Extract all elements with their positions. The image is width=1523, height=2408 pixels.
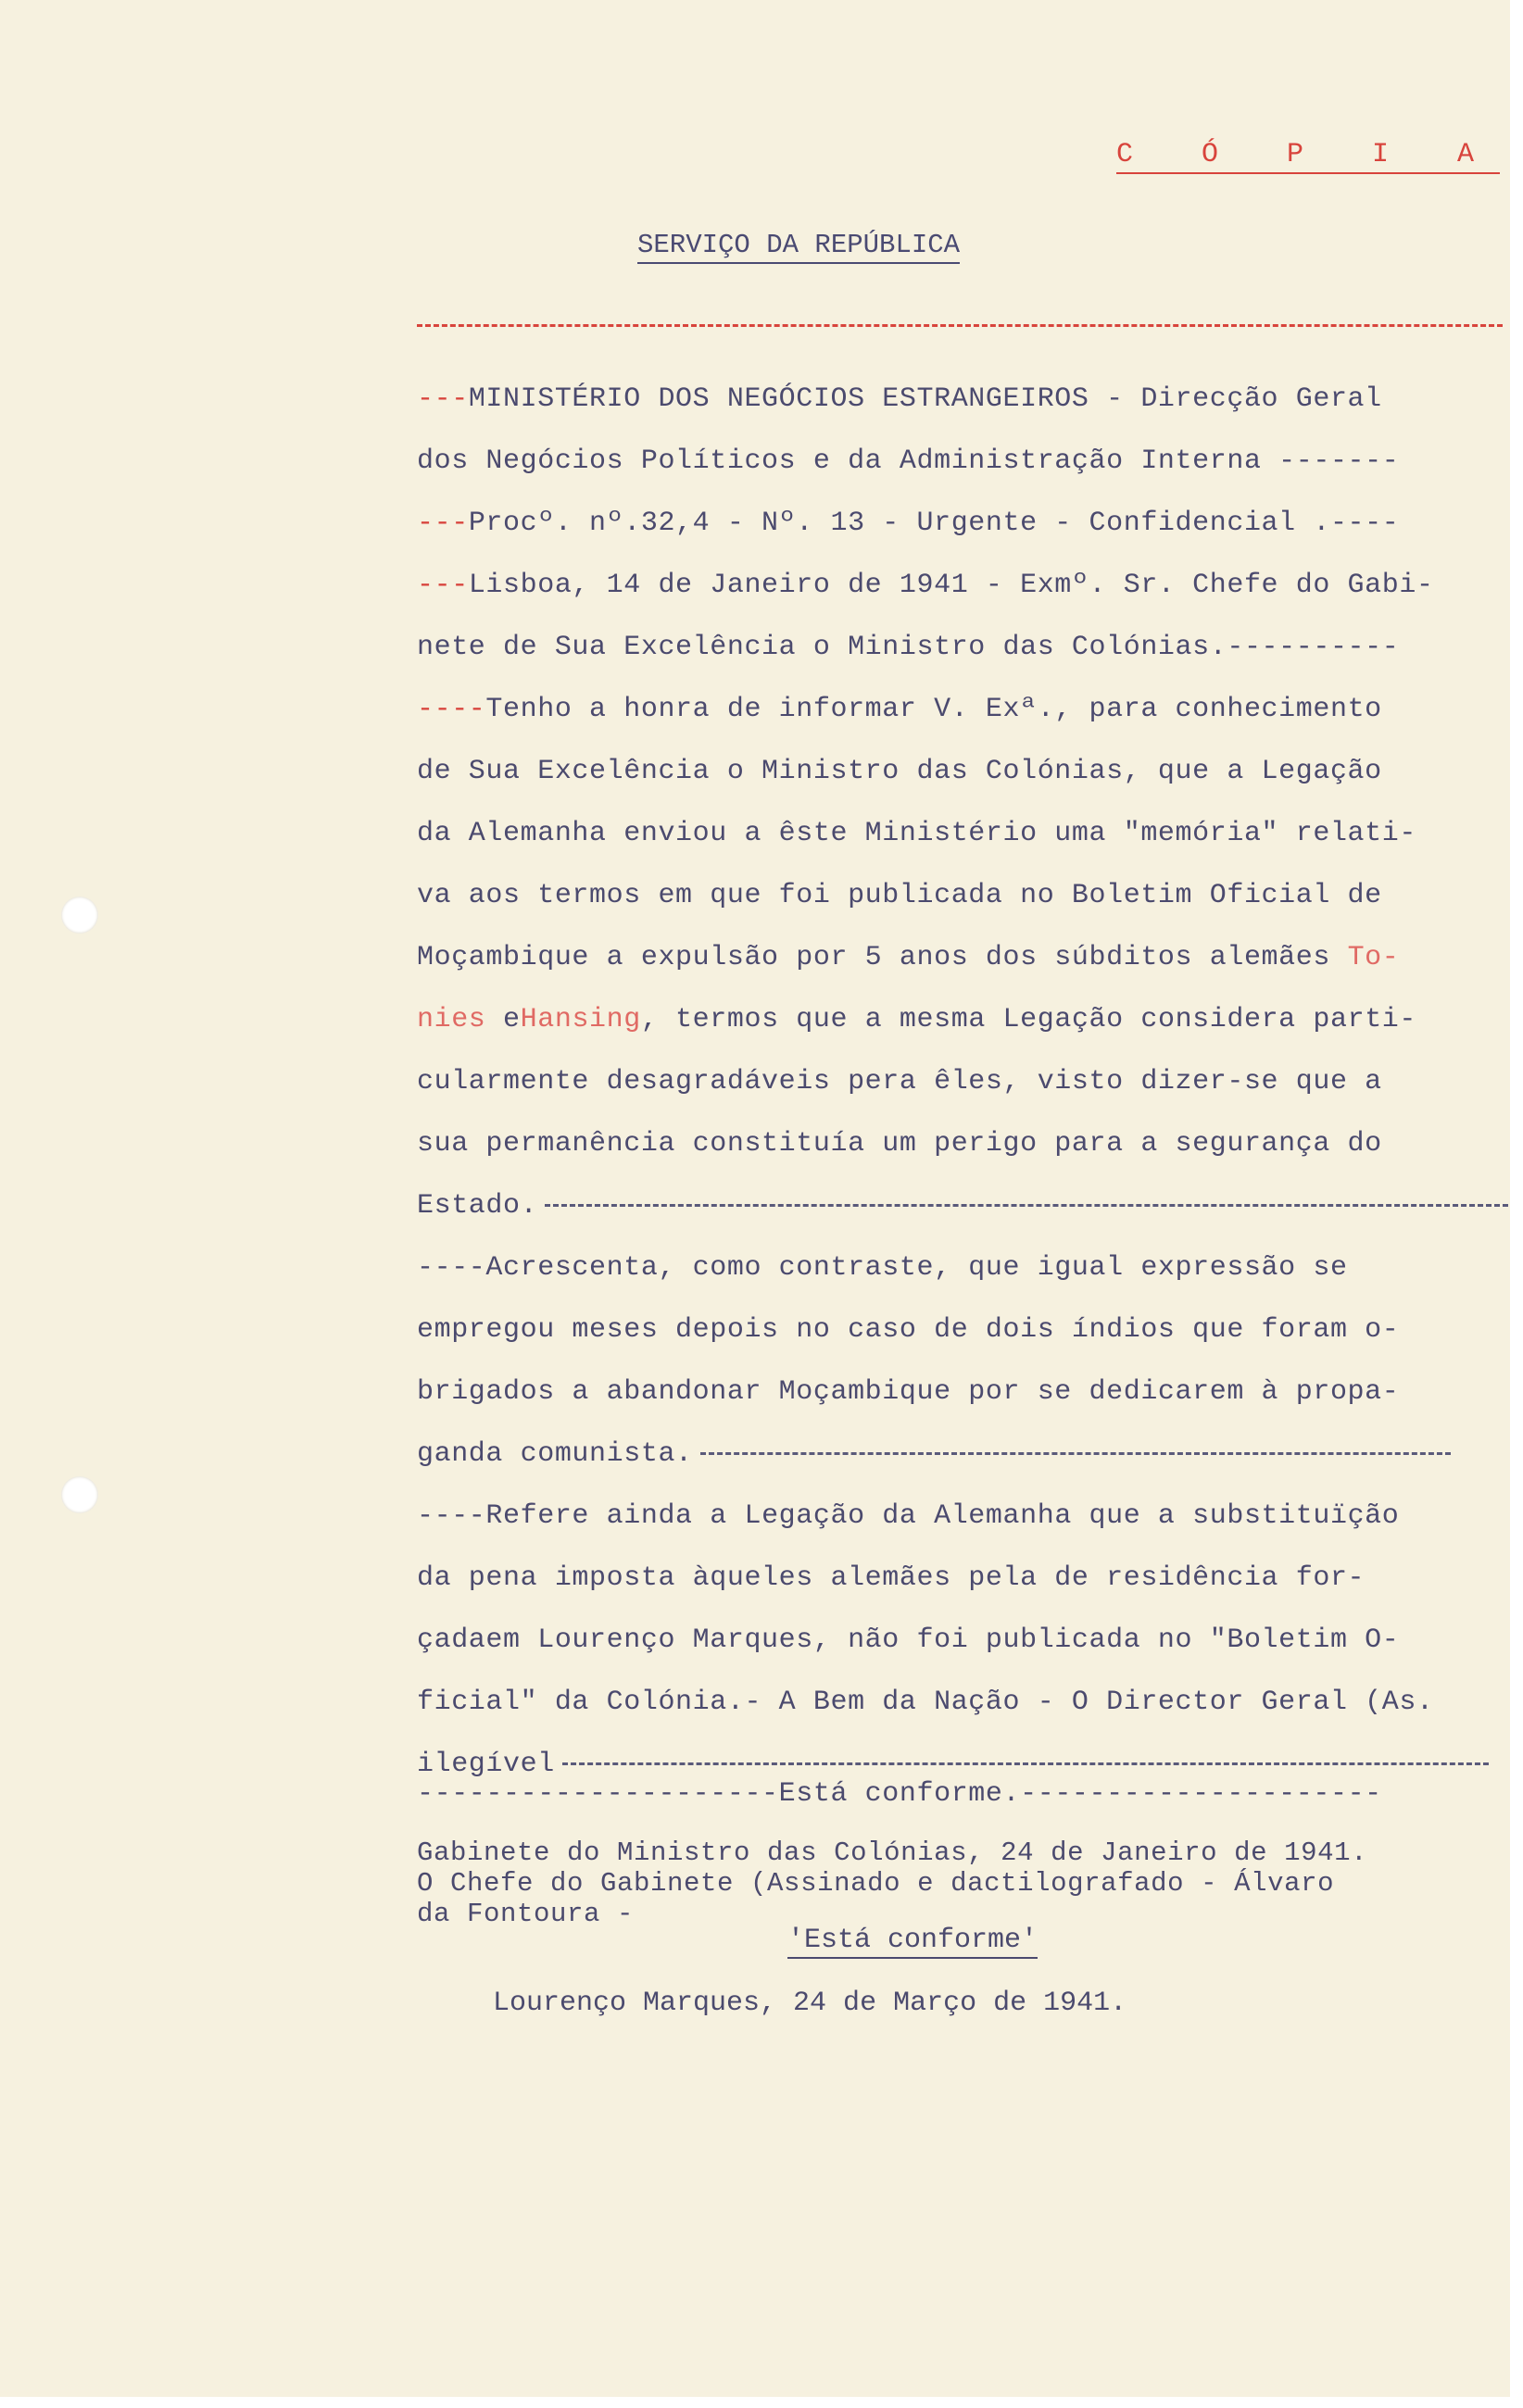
punch-hole-upper — [61, 897, 98, 934]
line-text: ficial" da Colónia.- A Bem da Nação - O Director Geral (As. — [417, 1687, 1434, 1718]
line-text: Procº. nº.32,4 - Nº. 13 - Urgente - Confidencial .---- — [468, 508, 1400, 539]
name-tonies-end: nies — [417, 1004, 486, 1035]
line-text: nete de Sua Excelência o Ministro das Colónias.---------- — [417, 632, 1400, 663]
place-date-line: Lourenço Marques, 24 de Março de 1941. — [493, 1988, 1127, 2019]
line-lead-dashes: ---- — [417, 694, 486, 725]
body-line-2 — [417, 445, 1399, 477]
line-lead-dashes: ---- — [417, 1500, 486, 1532]
line-text: de Sua Excelência o Ministro das Colónias, que a Legação — [417, 756, 1382, 787]
line-lead-dashes: --- — [417, 383, 469, 415]
line-text: va aos termos em que foi publicada no Boletim Oficial de — [417, 880, 1382, 911]
body-line-22 — [417, 1687, 1434, 1718]
line-text-connector: e — [485, 1004, 521, 1035]
line-text: Estado. — [417, 1190, 538, 1222]
line-text: dos Negócios Políticos e da Administração Interna ------- — [417, 445, 1400, 477]
body-line-13 — [417, 1128, 1382, 1160]
body-line-8 — [417, 818, 1416, 849]
body-line-20 — [417, 1562, 1365, 1594]
body-line-10 — [417, 942, 1399, 973]
line-text: Está conforme. — [778, 1778, 1021, 1810]
line-text: da pena imposta àqueles alemães pela de residência for- — [417, 1562, 1366, 1594]
body-line-12 — [417, 1066, 1382, 1097]
body-line-7 — [417, 756, 1382, 787]
body-line-24 — [417, 1778, 1382, 1810]
line-trail-dashes: --------------------- — [1020, 1778, 1382, 1810]
body-line-5 — [417, 632, 1399, 663]
service-title: SERVIÇO DA REPÚBLICA — [637, 230, 960, 264]
line-text: brigados a abandonar Moçambique por se dedicarem à propa- — [417, 1376, 1400, 1408]
body-line-16 — [417, 1314, 1399, 1346]
closing-line-2: O Chefe do Gabinete (Assinado e dactilografado - Álvaro — [417, 1868, 1335, 1899]
line-text: Lisboa, 14 de Janeiro de 1941 - Exmº. Sr. Chefe do Gabi- — [468, 570, 1434, 601]
body-line-3 — [417, 508, 1399, 539]
line-text: Refere ainda a Legação da Alemanha que a substituïção — [485, 1500, 1400, 1532]
body-line-23 — [417, 1749, 1489, 1780]
name-hansing: Hansing — [520, 1004, 641, 1035]
body-line-11 — [417, 1004, 1416, 1035]
dashed-filler — [562, 1762, 1489, 1765]
line-text: ganda comunista. — [417, 1438, 693, 1470]
page-bottom-edge — [0, 2397, 1523, 2408]
line-text: empregou meses depois no caso de dois índios que foram o- — [417, 1314, 1400, 1346]
name-tonies-start: To- — [1347, 942, 1400, 973]
line-text: cularmente desagradáveis pera êles, visto dizer-se que a — [417, 1066, 1382, 1097]
line-lead-dashes: --------------------- — [417, 1778, 779, 1810]
conformity-mark: 'Está conforme' — [787, 1925, 1038, 1959]
dashed-filler — [700, 1452, 1451, 1455]
body-line-14 — [417, 1190, 1508, 1222]
body-line-6 — [417, 694, 1382, 725]
page-edge — [1510, 0, 1523, 2408]
body-line-18 — [417, 1438, 1451, 1470]
line-text: çadaem Lourenço Marques, não foi publicada no "Boletim O- — [417, 1624, 1400, 1656]
line-lead-dashes: --- — [417, 508, 469, 539]
red-dashed-rule — [417, 324, 1503, 327]
body-line-4 — [417, 570, 1434, 601]
line-text: sua permanência constituía um perigo para a segurança do — [417, 1128, 1382, 1160]
body-line-15 — [417, 1252, 1348, 1284]
punch-hole-lower — [61, 1476, 98, 1513]
line-text: ilegível — [417, 1749, 555, 1780]
line-text: MINISTÉRIO DOS NEGÓCIOS ESTRANGEIROS - Direcção Geral — [468, 383, 1382, 415]
line-text: Moçambique a expulsão por 5 anos dos súbditos alemães — [417, 942, 1348, 973]
closing-line-1: Gabinete do Ministro das Colónias, 24 de Janeiro de 1941. — [417, 1837, 1368, 1868]
line-text: da Alemanha enviou a êste Ministério uma "memória" relati- — [417, 818, 1416, 849]
body-line-9 — [417, 880, 1382, 911]
line-lead-dashes: --- — [417, 570, 469, 601]
line-text: Acrescenta, como contraste, que igual expressão se — [485, 1252, 1348, 1284]
dashed-filler — [545, 1204, 1508, 1207]
line-text: , termos que a mesma Legação considera parti- — [640, 1004, 1417, 1035]
body-line-1 — [417, 383, 1382, 415]
line-lead-dashes: ---- — [417, 1252, 486, 1284]
body-line-21 — [417, 1624, 1399, 1656]
copy-stamp: C Ó P I A — [1116, 139, 1500, 174]
body-line-19 — [417, 1500, 1399, 1532]
closing-line-3: da Fontoura - — [417, 1899, 635, 1929]
body-line-17 — [417, 1376, 1399, 1408]
line-text: Tenho a honra de informar V. Exª., para conhecimento — [485, 694, 1382, 725]
